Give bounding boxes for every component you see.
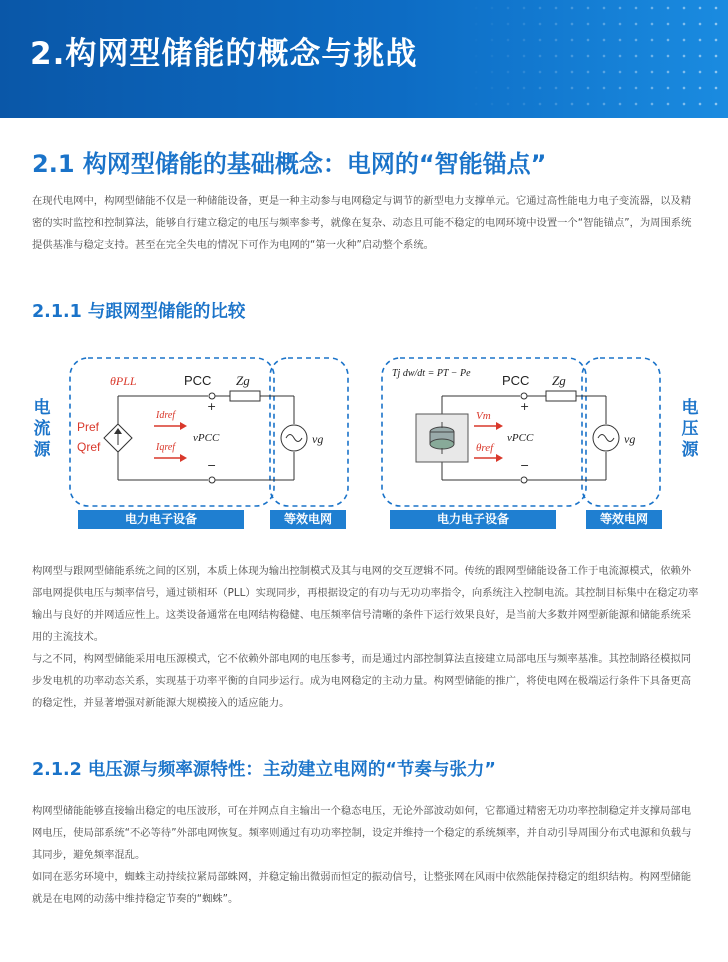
theta-pll-label: θPLL	[110, 374, 137, 388]
right-pcc-label: PCC	[502, 373, 530, 388]
section-intro: 在现代电网中，构网型储能不仅是一种储能设备，更是一种主动参与电网稳定与调节的新型电力支撑单元。它通过高性能电力电子变流器，以及精密的实时监控和控制算法，能够自行建立稳定的电压与频率参考，就像在复杂、动态且可能不稳定的电网环境中设置一个“智能锚点”，为周围系统提供基准与稳定支持。甚至在完全失电的情况下可作为电网的“第一火种”启动整个系统。	[32, 195, 692, 251]
vm-label: Vm	[476, 410, 491, 422]
right-zg-label: Zg	[552, 373, 566, 388]
header-banner	[0, 0, 728, 118]
right-grid-caption: 等效电网	[586, 510, 662, 529]
right-grid-boundary	[582, 358, 660, 506]
right-minus-label: −	[520, 459, 530, 472]
right-impedance-zg	[546, 391, 576, 401]
iqref-label: Iqref	[156, 442, 176, 453]
sub2-paragraph-1: 构网型储能能够直接输出稳定的电压波形，可在并网点自主输出一个稳态电压，无论外部波动如何，它都通过精密无功功率控制稳定并支撑局部电网电压，使局部系统“不必等待”外部电网恢复。频率则通过有功功率控制，设定并维持一个稳定的系统频率，并自动引导周围分布式电源和负载与其同步，避免频率混乱。	[32, 805, 692, 861]
comparison-diagram	[30, 348, 700, 536]
banner-dot-pattern	[468, 0, 728, 118]
right-device-caption: 电力电子设备	[390, 510, 556, 529]
swing-equation-label: Tj dw/dt = PT − Pe	[392, 368, 471, 379]
sub1-paragraph-1: 构网型与跟网型储能系统之间的区别，本质上体现为输出控制模式及其与电网的交互逻辑不同。传统的跟网型储能设备工作于电流源模式，依赖外部电网提供电压与频率信号，通过锁相环（PLL）实现同步，再根据设定的有功与无功功率指令，向系统注入控制电流。其控制目标集中在稳定功率输出与良好的并网适应性上。这类设备通常在电网结构稳健、电压频率信号清晰的条件下运行效果良好，是当前大多数并网型新能源和储能系统采用的主流技术。	[32, 565, 699, 643]
section-title: 2.1 构网型储能的基础概念：电网的“智能锚点”	[32, 150, 547, 178]
theta-ref-label: θref	[476, 442, 494, 454]
left-minus-label: −	[207, 459, 217, 472]
left-grid-boundary	[270, 358, 348, 506]
current-source-label: 电流源	[33, 398, 51, 460]
right-plus-label: +	[520, 400, 530, 413]
right-vpcc-label: vPCC	[507, 432, 534, 444]
left-vg-label: vg	[312, 432, 324, 446]
idref-label: Idref	[156, 410, 176, 421]
left-grid-caption: 等效电网	[270, 510, 346, 529]
subsection-title-2: 2.1.2 电压源与频率源特性：主动建立电网的“节奏与张力”	[32, 760, 496, 780]
left-device-caption: 电力电子设备	[78, 510, 244, 529]
page-title: 2.构网型储能的概念与挑战	[30, 36, 418, 72]
sub1-paragraph-2: 与之不同，构网型储能采用电压源模式，它不依赖外部电网的电压参考，而是通过内部控制算法直接建立局部电压与频率基准。其控制路径模拟同步发电机的功率动态关系，实现基于功率平衡的自同步运行。成为电网稳定的主动力量。构网型储能的推广，将使电网在极端运行条件下具备更高的稳定性，并显著增强对新能源大规模接入的适应能力。	[32, 653, 691, 709]
right-vg-label: vg	[624, 432, 636, 446]
left-plus-label: +	[207, 400, 217, 413]
left-zg-label: Zg	[236, 373, 250, 388]
pref-label: Pref	[77, 420, 100, 434]
left-pcc-label: PCC	[184, 373, 212, 388]
left-impedance-zg	[230, 391, 260, 401]
subsection-title-1: 2.1.1 与跟网型储能的比较	[32, 302, 246, 322]
voltage-source-label: 电压源	[681, 398, 699, 460]
qref-label: Qref	[77, 440, 101, 454]
left-vpcc-label: vPCC	[193, 432, 220, 444]
sub2-paragraph-2: 如同在恶劣环境中，蜘蛛主动持续拉紧局部蛛网，并稳定输出微弱而恒定的振动信号，让整张网在风雨中依然能保持稳定的组织结构。构网型储能就是在电网的动荡中维持稳定节奏的“蜘蛛”。	[32, 871, 691, 905]
